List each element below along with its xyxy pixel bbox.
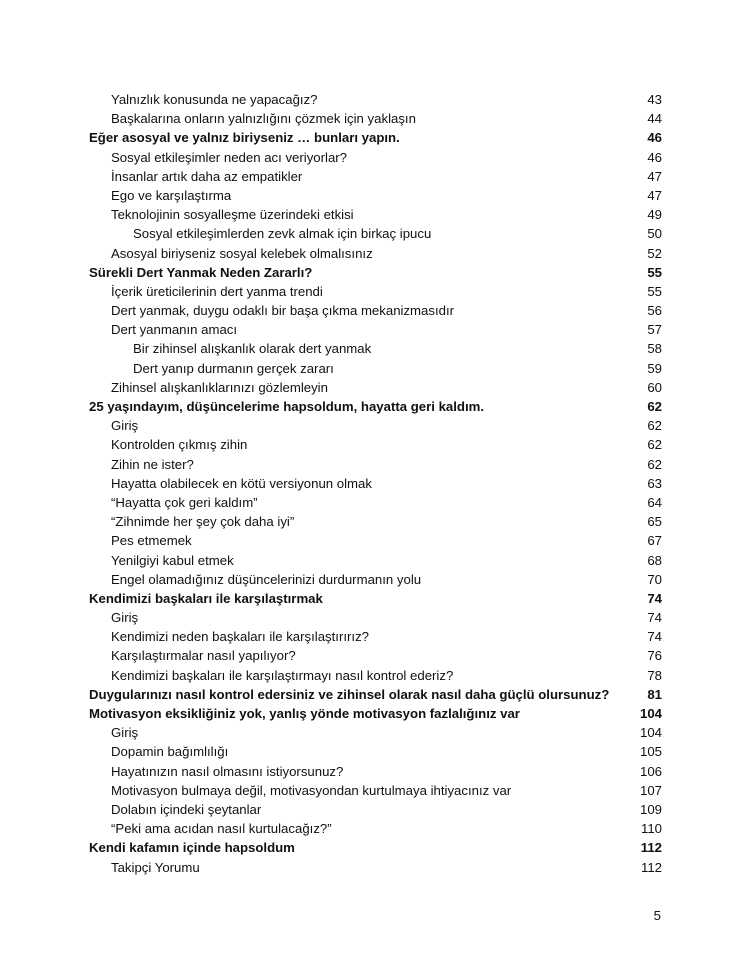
toc-entry-title: Asosyal biriyseniz sosyal kelebek olmalısınız — [111, 245, 373, 261]
toc-entry[interactable] — [89, 627, 662, 646]
toc-entry-title: Yenilgiyi kabul etmek — [111, 552, 234, 568]
toc-entry[interactable] — [89, 359, 662, 378]
toc-entry[interactable] — [89, 762, 662, 781]
toc-entry-title: Kendimizi başkaları ile karşılaştırmayı nasıl kontrol ederiz? — [111, 667, 454, 683]
toc-entry-title: Hayatınızın nasıl olmasını istiyorsunuz? — [111, 763, 344, 779]
toc-entry-title: Bir zihinsel alışkanlık olarak dert yanmak — [133, 341, 372, 357]
toc-entry-page: 57 — [647, 322, 662, 338]
toc-entry-page: 49 — [647, 207, 662, 223]
toc-entry[interactable] — [89, 339, 662, 358]
toc-entry-page: 74 — [647, 590, 662, 606]
toc-entry-page: 46 — [647, 149, 662, 165]
toc-entry-page: 107 — [639, 782, 662, 798]
toc-entry-title: Dolabın içindeki şeytanlar — [111, 801, 262, 817]
toc-entry-page: 55 — [647, 264, 662, 280]
toc-entry-title: Kendimizi neden başkaları ile karşılaştırırız? — [111, 629, 369, 645]
toc-entry-title: Dopamin bağımlılığı — [111, 744, 229, 760]
toc-entry-page: 50 — [647, 226, 662, 242]
toc-entry-page: 67 — [647, 533, 662, 549]
toc-entry-page: 104 — [639, 706, 662, 721]
toc-entry[interactable] — [89, 723, 662, 742]
toc-entry-title: Motivasyon bulmaya değil, motivasyondan kurtulmaya ihtiyacınız var — [111, 782, 512, 798]
toc-entry[interactable] — [89, 320, 662, 339]
toc-entry-page: 62 — [647, 418, 662, 434]
toc-entry[interactable] — [89, 570, 662, 589]
toc-entry-title: Kendi kafamın içinde hapsoldum — [89, 840, 295, 856]
toc-entry-page: 43 — [647, 92, 662, 107]
toc-entry-title: Giriş — [111, 725, 139, 741]
toc-chapter[interactable] — [89, 397, 662, 416]
toc-entry-page: 64 — [647, 494, 662, 510]
toc-entry-page: 52 — [647, 245, 662, 261]
toc-entry-page: 62 — [647, 456, 662, 472]
toc-entry-page: 56 — [647, 303, 662, 319]
toc-chapter[interactable] — [89, 263, 662, 282]
toc-entry-title: Kontrolden çıkmış zihin — [111, 437, 248, 453]
toc-entry-title: Duygularınızı nasıl kontrol edersiniz ve zihinsel olarak nasıl daha güçlü olursunuz? — [89, 686, 610, 702]
toc-entry[interactable] — [89, 282, 662, 301]
toc-chapter[interactable] — [89, 685, 662, 704]
toc-entry-page: 59 — [647, 360, 662, 376]
toc-entry[interactable] — [89, 435, 662, 454]
toc-entry-page: 112 — [640, 840, 662, 856]
toc-entry[interactable] — [89, 493, 662, 512]
toc-entry-title: Sosyal etkileşimlerden zevk almak için birkaç ipucu — [133, 226, 432, 242]
toc-entry-page: 70 — [647, 571, 662, 587]
toc-entry-page: 104 — [639, 725, 662, 741]
toc-entry-title: “Hayatta çok geri kaldım” — [111, 494, 258, 510]
toc-entry-title: Zihinsel alışkanlıklarınızı gözlemleyin — [111, 379, 328, 395]
toc-entry-page: 63 — [647, 475, 662, 491]
toc-entry-page: 68 — [647, 552, 662, 568]
toc-entry[interactable] — [89, 800, 662, 819]
toc-entry-title: “Zihnimde her şey çok daha iyi” — [111, 514, 295, 530]
toc-entry-title: Pes etmemek — [111, 533, 192, 549]
toc-entry-title: Takipçi Yorumu — [111, 859, 200, 875]
toc-entry-page: 44 — [647, 111, 662, 127]
toc-entry-page: 62 — [647, 399, 662, 414]
toc-entry-page: 105 — [639, 744, 662, 760]
toc-entry[interactable] — [89, 512, 662, 531]
toc-entry-title: Ego ve karşılaştırma — [111, 187, 232, 203]
toc-entry-title: Giriş — [111, 610, 139, 626]
toc-entry-title: Kendimizi başkaları ile karşılaştırmak — [89, 590, 323, 606]
toc-entry[interactable] — [89, 474, 662, 493]
toc-entry-title: Eğer asosyal ve yalnız biriyseniz … bunları yapın. — [89, 130, 400, 146]
toc-entry[interactable] — [89, 109, 662, 128]
toc-entry-page: 74 — [647, 610, 662, 626]
toc-entry[interactable] — [89, 531, 662, 550]
toc-chapter[interactable] — [89, 838, 662, 857]
toc-entry-title: Dert yanıp durmanın gerçek zararı — [133, 360, 334, 376]
toc-entry[interactable] — [89, 781, 662, 800]
toc-entry[interactable] — [89, 148, 662, 167]
toc-entry-page: 62 — [647, 437, 662, 453]
toc-entry-page: 60 — [647, 379, 662, 395]
toc-entry-page: 65 — [647, 514, 662, 530]
toc-entry[interactable] — [89, 646, 662, 665]
toc-entry[interactable] — [89, 416, 662, 435]
toc-entry-title: 25 yaşındayım, düşüncelerime hapsoldum, hayatta geri kaldım. — [89, 399, 485, 414]
toc-entry-page: 47 — [647, 187, 662, 203]
page-number: 5 — [653, 908, 661, 923]
toc-entry[interactable] — [89, 224, 662, 243]
toc-chapter[interactable] — [89, 704, 662, 723]
toc-entry-page: 106 — [639, 763, 662, 779]
toc-entry-title: Teknolojinin sosyalleşme üzerindeki etkisi — [111, 207, 354, 223]
toc-entry[interactable] — [89, 608, 662, 627]
toc-entry[interactable] — [89, 666, 662, 685]
toc-entry[interactable] — [89, 301, 662, 320]
toc-entry-page: 112 — [640, 859, 662, 875]
toc-entry[interactable] — [89, 167, 662, 186]
toc-chapter[interactable] — [89, 589, 662, 608]
toc-entry-page: 74 — [647, 629, 662, 645]
toc-entry[interactable] — [89, 378, 662, 397]
toc-entry-page: 76 — [647, 648, 662, 664]
table-of-contents — [89, 90, 662, 877]
toc-entry[interactable] — [89, 742, 662, 761]
toc-entry-title: İnsanlar artık daha az empatikler — [111, 168, 303, 184]
toc-entry[interactable] — [89, 205, 662, 224]
toc-entry-title: Karşılaştırmalar nasıl yapılıyor? — [111, 648, 296, 664]
toc-entry[interactable] — [89, 244, 662, 263]
toc-entry[interactable] — [89, 186, 662, 205]
toc-entry-title: Dert yanmak, duygu odaklı bir başa çıkma mekanizmasıdır — [111, 303, 455, 319]
toc-entry-title: “Peki ama acıdan nasıl kurtulacağız?” — [111, 821, 332, 837]
toc-entry-title: Motivasyon eksikliğiniz yok, yanlış yönde motivasyon fazlalığınız var — [89, 706, 520, 721]
toc-entry-title: İçerik üreticilerinin dert yanma trendi — [111, 283, 323, 299]
toc-entry-title: Zihin ne ister? — [111, 456, 194, 472]
toc-entry-title: Yalnızlık konusunda ne yapacağız? — [111, 92, 318, 107]
toc-entry-page: 78 — [647, 667, 662, 683]
toc-entry-page: 46 — [647, 130, 662, 146]
toc-entry[interactable] — [89, 455, 662, 474]
toc-entry[interactable] — [89, 819, 662, 838]
toc-entry-page: 47 — [647, 168, 662, 184]
toc-chapter[interactable] — [89, 128, 662, 147]
toc-entry-title: Engel olamadığınız düşüncelerinizi durdurmanın yolu — [111, 571, 422, 587]
toc-entry-page: 110 — [640, 821, 662, 837]
toc-entry-page: 81 — [647, 686, 662, 702]
toc-entry[interactable] — [89, 90, 662, 109]
toc-entry-title: Hayatta olabilecek en kötü versiyonun olmak — [111, 475, 372, 491]
toc-entry-title: Sosyal etkileşimler neden acı veriyorlar? — [111, 149, 348, 165]
toc-entry-title: Sürekli Dert Yanmak Neden Zararlı? — [89, 264, 313, 280]
toc-entry-title: Giriş — [111, 418, 139, 434]
toc-entry-page: 58 — [647, 341, 662, 357]
toc-entry[interactable] — [89, 858, 662, 877]
toc-entry-title: Dert yanmanın amacı — [111, 322, 238, 338]
toc-entry[interactable] — [89, 551, 662, 570]
toc-entry-page: 55 — [647, 283, 662, 299]
toc-entry-page: 109 — [639, 801, 662, 817]
toc-entry-title: Başkalarına onların yalnızlığını çözmek için yaklaşın — [111, 111, 416, 127]
